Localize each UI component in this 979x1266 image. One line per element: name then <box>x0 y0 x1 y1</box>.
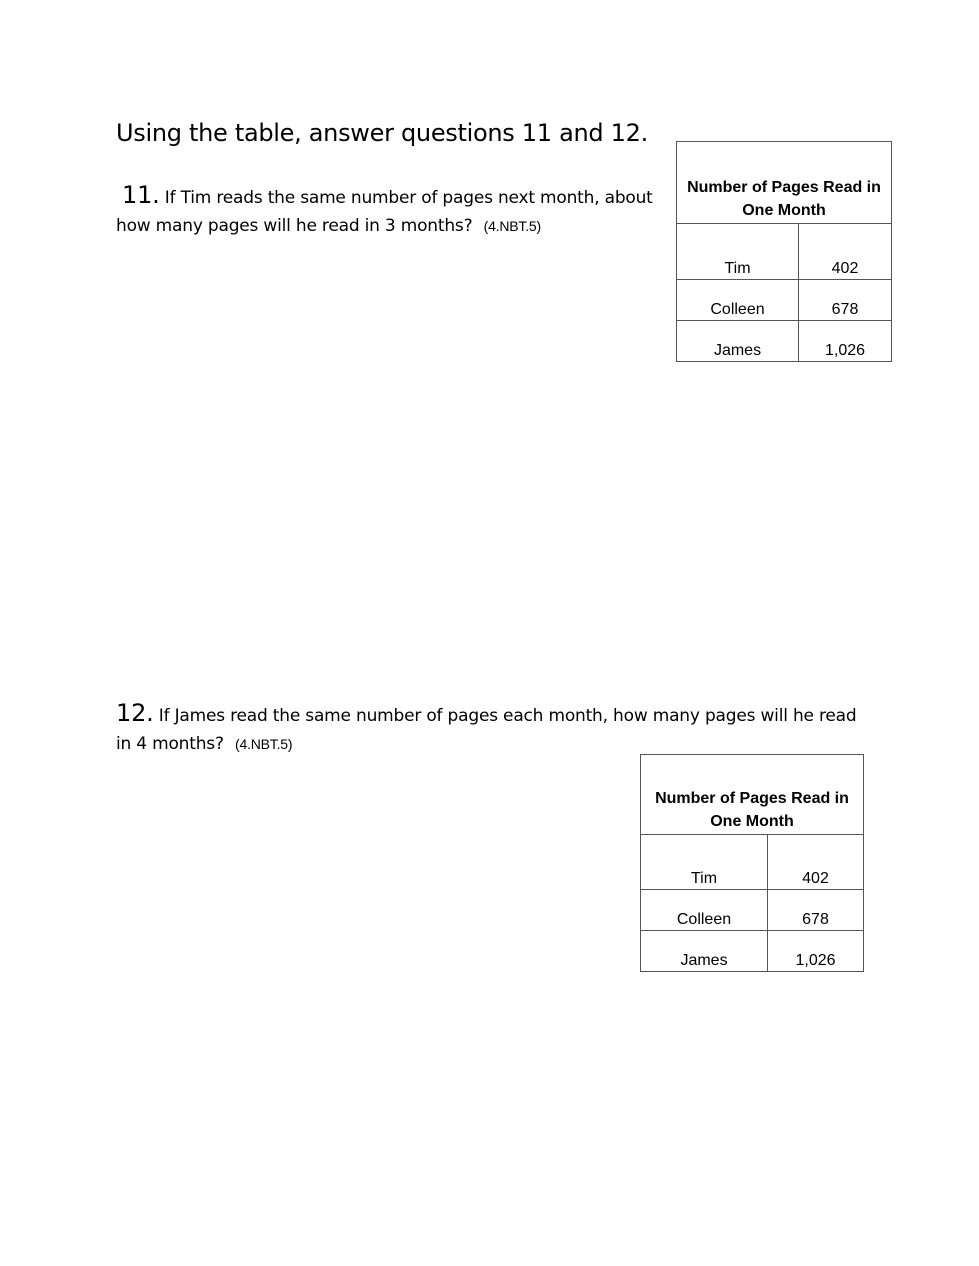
table-cell-name: Tim <box>677 224 799 280</box>
table-row <box>641 931 864 972</box>
table-cell-pages: 678 <box>768 890 864 931</box>
table-row <box>677 224 892 280</box>
table-row <box>677 280 892 321</box>
page-heading: Using the table, answer questions 11 and 12. <box>116 119 648 147</box>
table-cell-name: Tim <box>641 835 768 890</box>
question-12-text: If James read the same number of pages each month, how many pages will he read in 4 months? <box>116 706 857 754</box>
table-cell-name: James <box>641 931 768 972</box>
table-cell-pages: 1,026 <box>799 321 892 362</box>
question-11-number: 11. <box>122 181 160 209</box>
pages-table-1-title: Number of Pages Read in One Month <box>677 142 892 224</box>
table-row <box>677 321 892 362</box>
table-cell-pages: 402 <box>799 224 892 280</box>
table-cell-name: Colleen <box>641 890 768 931</box>
pages-table-1 <box>676 141 892 362</box>
question-12-number: 12. <box>116 699 154 727</box>
question-12 <box>116 699 876 758</box>
table-cell-name: James <box>677 321 799 362</box>
question-12-standard: (4.NBT.5) <box>235 736 293 752</box>
question-11-standard: (4.NBT.5) <box>483 218 541 234</box>
table-cell-pages: 1,026 <box>768 931 864 972</box>
table-cell-pages: 678 <box>799 280 892 321</box>
table-row <box>641 835 864 890</box>
question-11-text: If Tim reads the same number of pages next month, about how many pages will he read in 3 months? <box>116 188 653 236</box>
table-cell-pages: 402 <box>768 835 864 890</box>
table-row <box>641 890 864 931</box>
pages-table-2 <box>640 754 864 972</box>
pages-table-2-title: Number of Pages Read in One Month <box>641 755 864 835</box>
table-cell-name: Colleen <box>677 280 799 321</box>
question-11 <box>116 181 656 240</box>
